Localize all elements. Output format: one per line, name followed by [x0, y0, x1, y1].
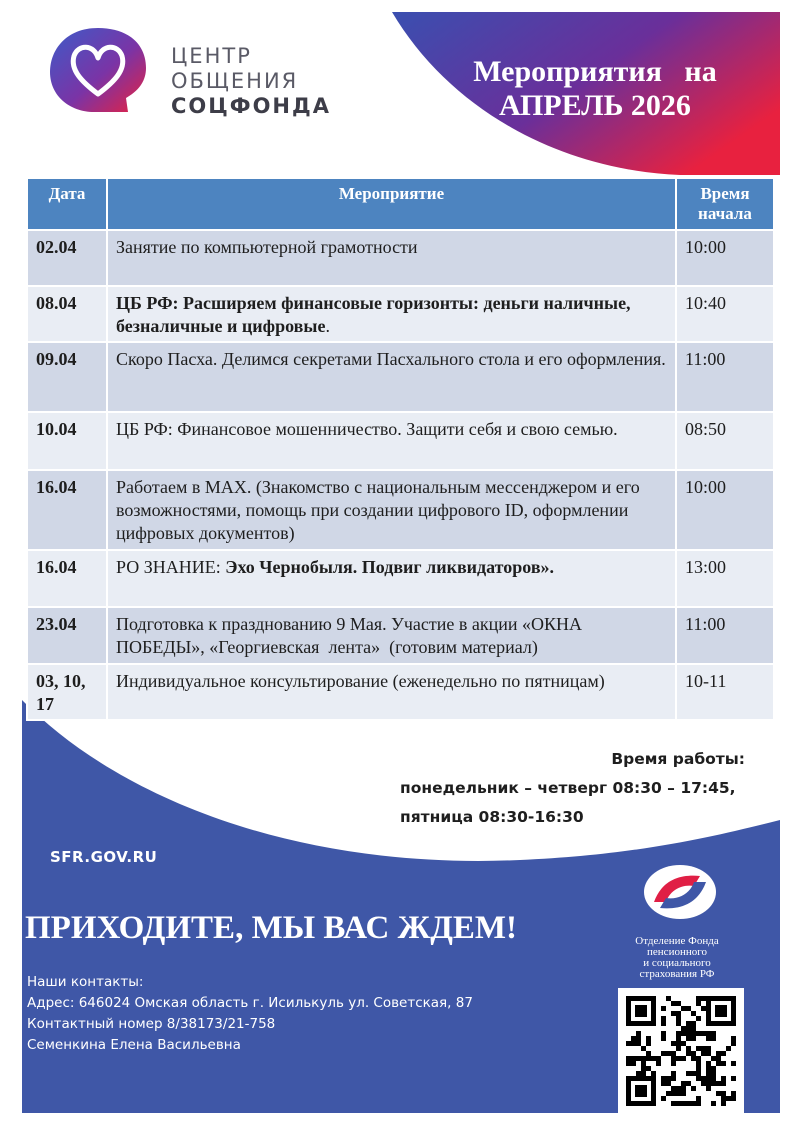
header-time: Время начала	[676, 178, 774, 230]
table-header-row	[27, 178, 774, 230]
events-table	[26, 177, 775, 721]
contacts-block	[27, 972, 473, 1056]
row-time: 10:40	[676, 286, 774, 342]
hours-line-2: пятница 08:30-16:30	[400, 808, 584, 826]
row-event	[107, 230, 676, 286]
event-prefix: РО ЗНАНИЕ:	[116, 557, 226, 577]
title-line-1: Мероприятия на	[473, 55, 717, 88]
row-time: 10:00	[676, 230, 774, 286]
contacts-title: Наши контакты:	[27, 974, 144, 990]
title-line-2: АПРЕЛЬ 2026	[499, 89, 691, 122]
row-date: 10.04	[27, 412, 107, 470]
row-date: 09.04	[27, 342, 107, 412]
event-text: Скоро Пасха. Делимся секретами Пасхального стола и его оформления.	[116, 349, 666, 369]
table-row	[27, 607, 774, 664]
event-text: Работаем в MAX. (Знакомство с национальным мессенджером и его возможностями, помощь при создании цифрового ID, оформлении цифровых документов)	[116, 477, 640, 543]
row-event	[107, 664, 676, 720]
sfr-logo-icon	[640, 862, 720, 922]
sfr-label-line-1: Отделение Фонда	[635, 935, 719, 947]
row-event	[107, 412, 676, 470]
table-row	[27, 342, 774, 412]
row-event	[107, 550, 676, 607]
qr-code[interactable]	[618, 988, 744, 1114]
row-time: 08:50	[676, 412, 774, 470]
table-row	[27, 664, 774, 720]
website-link[interactable]: SFR.GOV.RU	[50, 848, 158, 866]
header-event: Мероприятие	[107, 178, 676, 230]
table-row	[27, 470, 774, 550]
sfr-label	[616, 936, 738, 980]
page-title	[425, 55, 765, 123]
event-text: Занятие по компьютерной грамотности	[116, 237, 418, 257]
event-text: Индивидуальное консультирование (еженедельно по пятницам)	[116, 671, 605, 691]
logo-line-1: ЦЕНТР	[171, 44, 252, 68]
hours-title: Время работы:	[611, 750, 745, 768]
row-time: 11:00	[676, 342, 774, 412]
row-date: 16.04	[27, 470, 107, 550]
contacts-address: Адрес: 646024 Омская область г. Исилькуль ул. Советская, 87	[27, 995, 473, 1011]
table-row	[27, 550, 774, 607]
event-text: ЦБ РФ: Финансовое мошенничество. Защити себя и свою семью.	[116, 419, 618, 439]
row-event	[107, 342, 676, 412]
working-hours	[400, 745, 745, 832]
row-time: 10:00	[676, 470, 774, 550]
row-time: 10-11	[676, 664, 774, 720]
sfr-label-line-3: и социального	[643, 957, 711, 969]
row-time: 13:00	[676, 550, 774, 607]
row-time: 11:00	[676, 607, 774, 664]
sfr-label-line-4: страхования РФ	[639, 968, 715, 980]
sfr-label-line-2: пенсионного	[647, 946, 707, 958]
table-row	[27, 412, 774, 470]
hours-line-1: понедельник – четверг 08:30 – 17:45,	[400, 779, 736, 797]
row-date: 08.04	[27, 286, 107, 342]
table-row	[27, 286, 774, 342]
logo-line-3: СОЦФОНДА	[171, 94, 331, 118]
header-date: Дата	[27, 178, 107, 230]
row-event	[107, 470, 676, 550]
contacts-phone[interactable]: Контактный номер 8/38173/21-758	[27, 1016, 276, 1032]
heart-logo-icon	[48, 22, 148, 118]
event-text: Подготовка к празднованию 9 Мая. Участие в акции «ОКНА ПОБЕДЫ», «Георгиевская лента» (готовим материал)	[116, 614, 587, 657]
row-date: 02.04	[27, 230, 107, 286]
event-text-bold: ЦБ РФ: Расширяем финансовые горизонты: деньги наличные, безналичные и цифровые	[116, 293, 631, 336]
logo-wordmark	[171, 44, 331, 119]
row-date: 03, 10, 17	[27, 664, 107, 720]
centre-logo	[48, 22, 348, 122]
event-text-bold: Эхо Чернобыля. Подвиг ликвидаторов».	[225, 557, 555, 577]
row-date: 23.04	[27, 607, 107, 664]
row-event	[107, 286, 676, 342]
contacts-person: Семенкина Елена Васильевна	[27, 1037, 241, 1053]
logo-line-2: ОБЩЕНИЯ	[171, 69, 299, 93]
table-row	[27, 230, 774, 286]
event-text: .	[325, 316, 330, 336]
row-event	[107, 607, 676, 664]
call-to-action: ПРИХОДИТЕ, МЫ ВАС ЖДЕМ!	[25, 910, 518, 946]
row-date: 16.04	[27, 550, 107, 607]
